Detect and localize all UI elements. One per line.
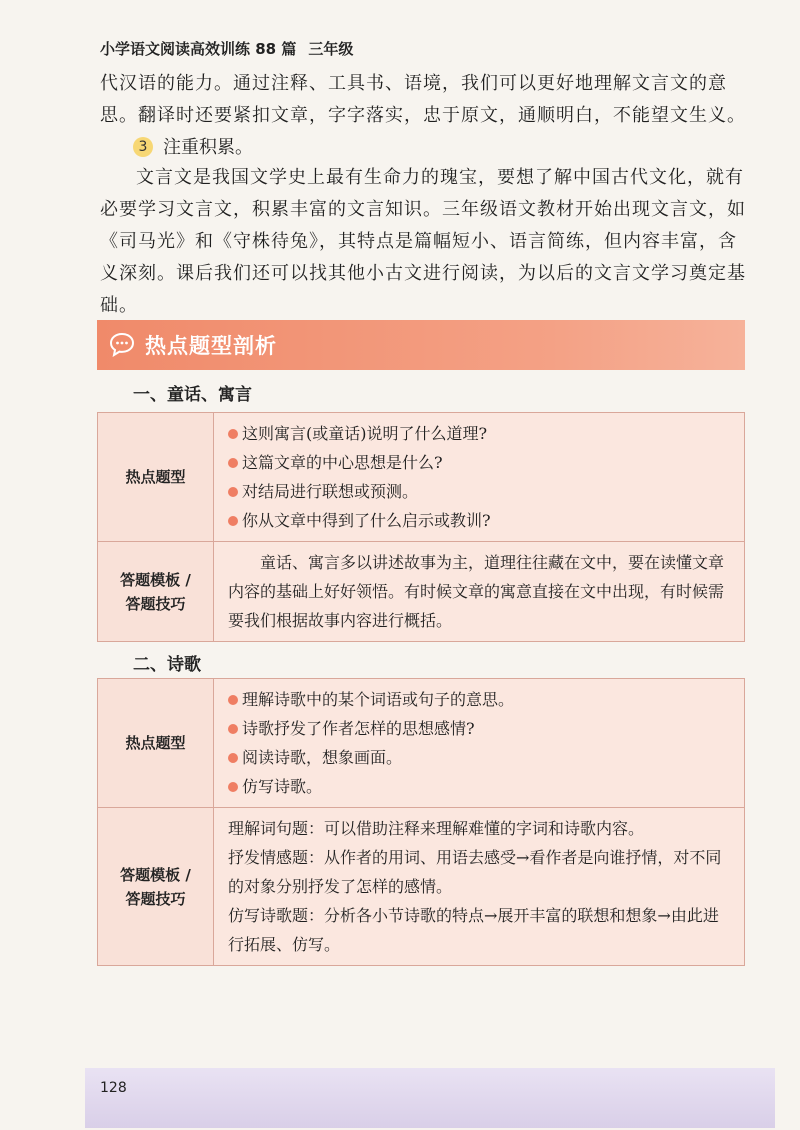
questions-cell [214,679,745,808]
tips-label-line-1: 答题模板 / [120,570,191,589]
book-title: 小学语文阅读高效训练 88 篇 [100,40,297,58]
item-title: 注重积累。 [163,137,253,158]
list-item: 对结局进行联想或预测。 [228,477,730,506]
hot-label-cell [98,679,214,808]
fable-table [97,412,745,642]
table-row [98,413,745,542]
hot-label-cell [98,413,214,542]
hot-label: 热点题型 [125,734,186,752]
item-number-badge: 3 [133,137,153,157]
numbered-item [133,134,253,162]
page-number: 128 [100,1080,127,1096]
section-title-poetry: 二、诗歌 [133,655,201,675]
speech-bubble-icon [109,331,135,357]
banner-title: 热点题型剖析 [145,334,277,358]
questions-cell [214,413,745,542]
tip-line: 抒发情感题：从作者的用词、用语去感受→看作者是向谁抒情，对不同的对象分别抒发了怎样的感情。 [228,848,722,896]
question-list [228,419,730,535]
tips-label-cell [98,808,214,966]
list-item: 理解诗歌中的某个词语或句子的意思。 [228,685,730,714]
grade-label: 三年级 [308,40,354,58]
section-title-fable: 一、童话、寓言 [133,385,252,405]
table-row [98,679,745,808]
tips-cell [214,542,745,642]
list-item: 这篇文章的中心思想是什么? [228,448,730,477]
intro-paragraph-1: 代汉语的能力。通过注释、工具书、语境，我们可以更好地理解文言文的意思。翻译时还要紧扣文章，字字落实，忠于原文，通顺明白，不能望文生义。 [100,73,746,126]
hot-label: 热点题型 [125,468,186,486]
tip-line: 理解词句题：可以借助注释来理解难懂的字词和诗歌内容。 [228,819,645,838]
tips-label-line-2: 答题技巧 [125,594,186,613]
tips-label-cell [98,542,214,642]
tips-text: 童话、寓言多以讲述故事为主，道理往往藏在文中，要在读懂文章内容的基础上好好领悟。有时候文章的寓意直接在文中出现，有时候需要我们根据故事内容进行概括。 [228,553,725,630]
table-row [98,808,745,966]
list-item: 你从文章中得到了什么启示或教训? [228,506,730,535]
poetry-table [97,678,745,966]
intro-paragraph-2: 文言文是我国文学史上最有生命力的瑰宝，要想了解中国古代文化，就有必要学习文言文，积累丰富的文言知识。三年级语文教材开始出现文言文，如《司马光》和《守株待兔》，其特点是篇幅短小、语言简练，但内容丰富，含义深刻。课后我们还可以找其他小古文进行阅读，为以后的文言文学习奠定基础。 [100,167,746,316]
footer-band [85,1068,775,1128]
section-banner [97,320,745,370]
tips-cell [214,808,745,966]
tips-label-line-1: 答题模板 / [120,865,191,884]
list-item: 仿写诗歌。 [228,772,730,801]
question-list [228,685,730,801]
table-row [98,542,745,642]
list-item: 诗歌抒发了作者怎样的思想感情? [228,714,730,743]
tips-label-line-2: 答题技巧 [125,889,186,908]
tip-line: 仿写诗歌题：分析各小节诗歌的特点→展开丰富的联想和想象→由此进行拓展、仿写。 [228,906,719,954]
list-item: 阅读诗歌，想象画面。 [228,743,730,772]
list-item: 这则寓言(或童话)说明了什么道理? [228,419,730,448]
running-header [100,38,353,59]
